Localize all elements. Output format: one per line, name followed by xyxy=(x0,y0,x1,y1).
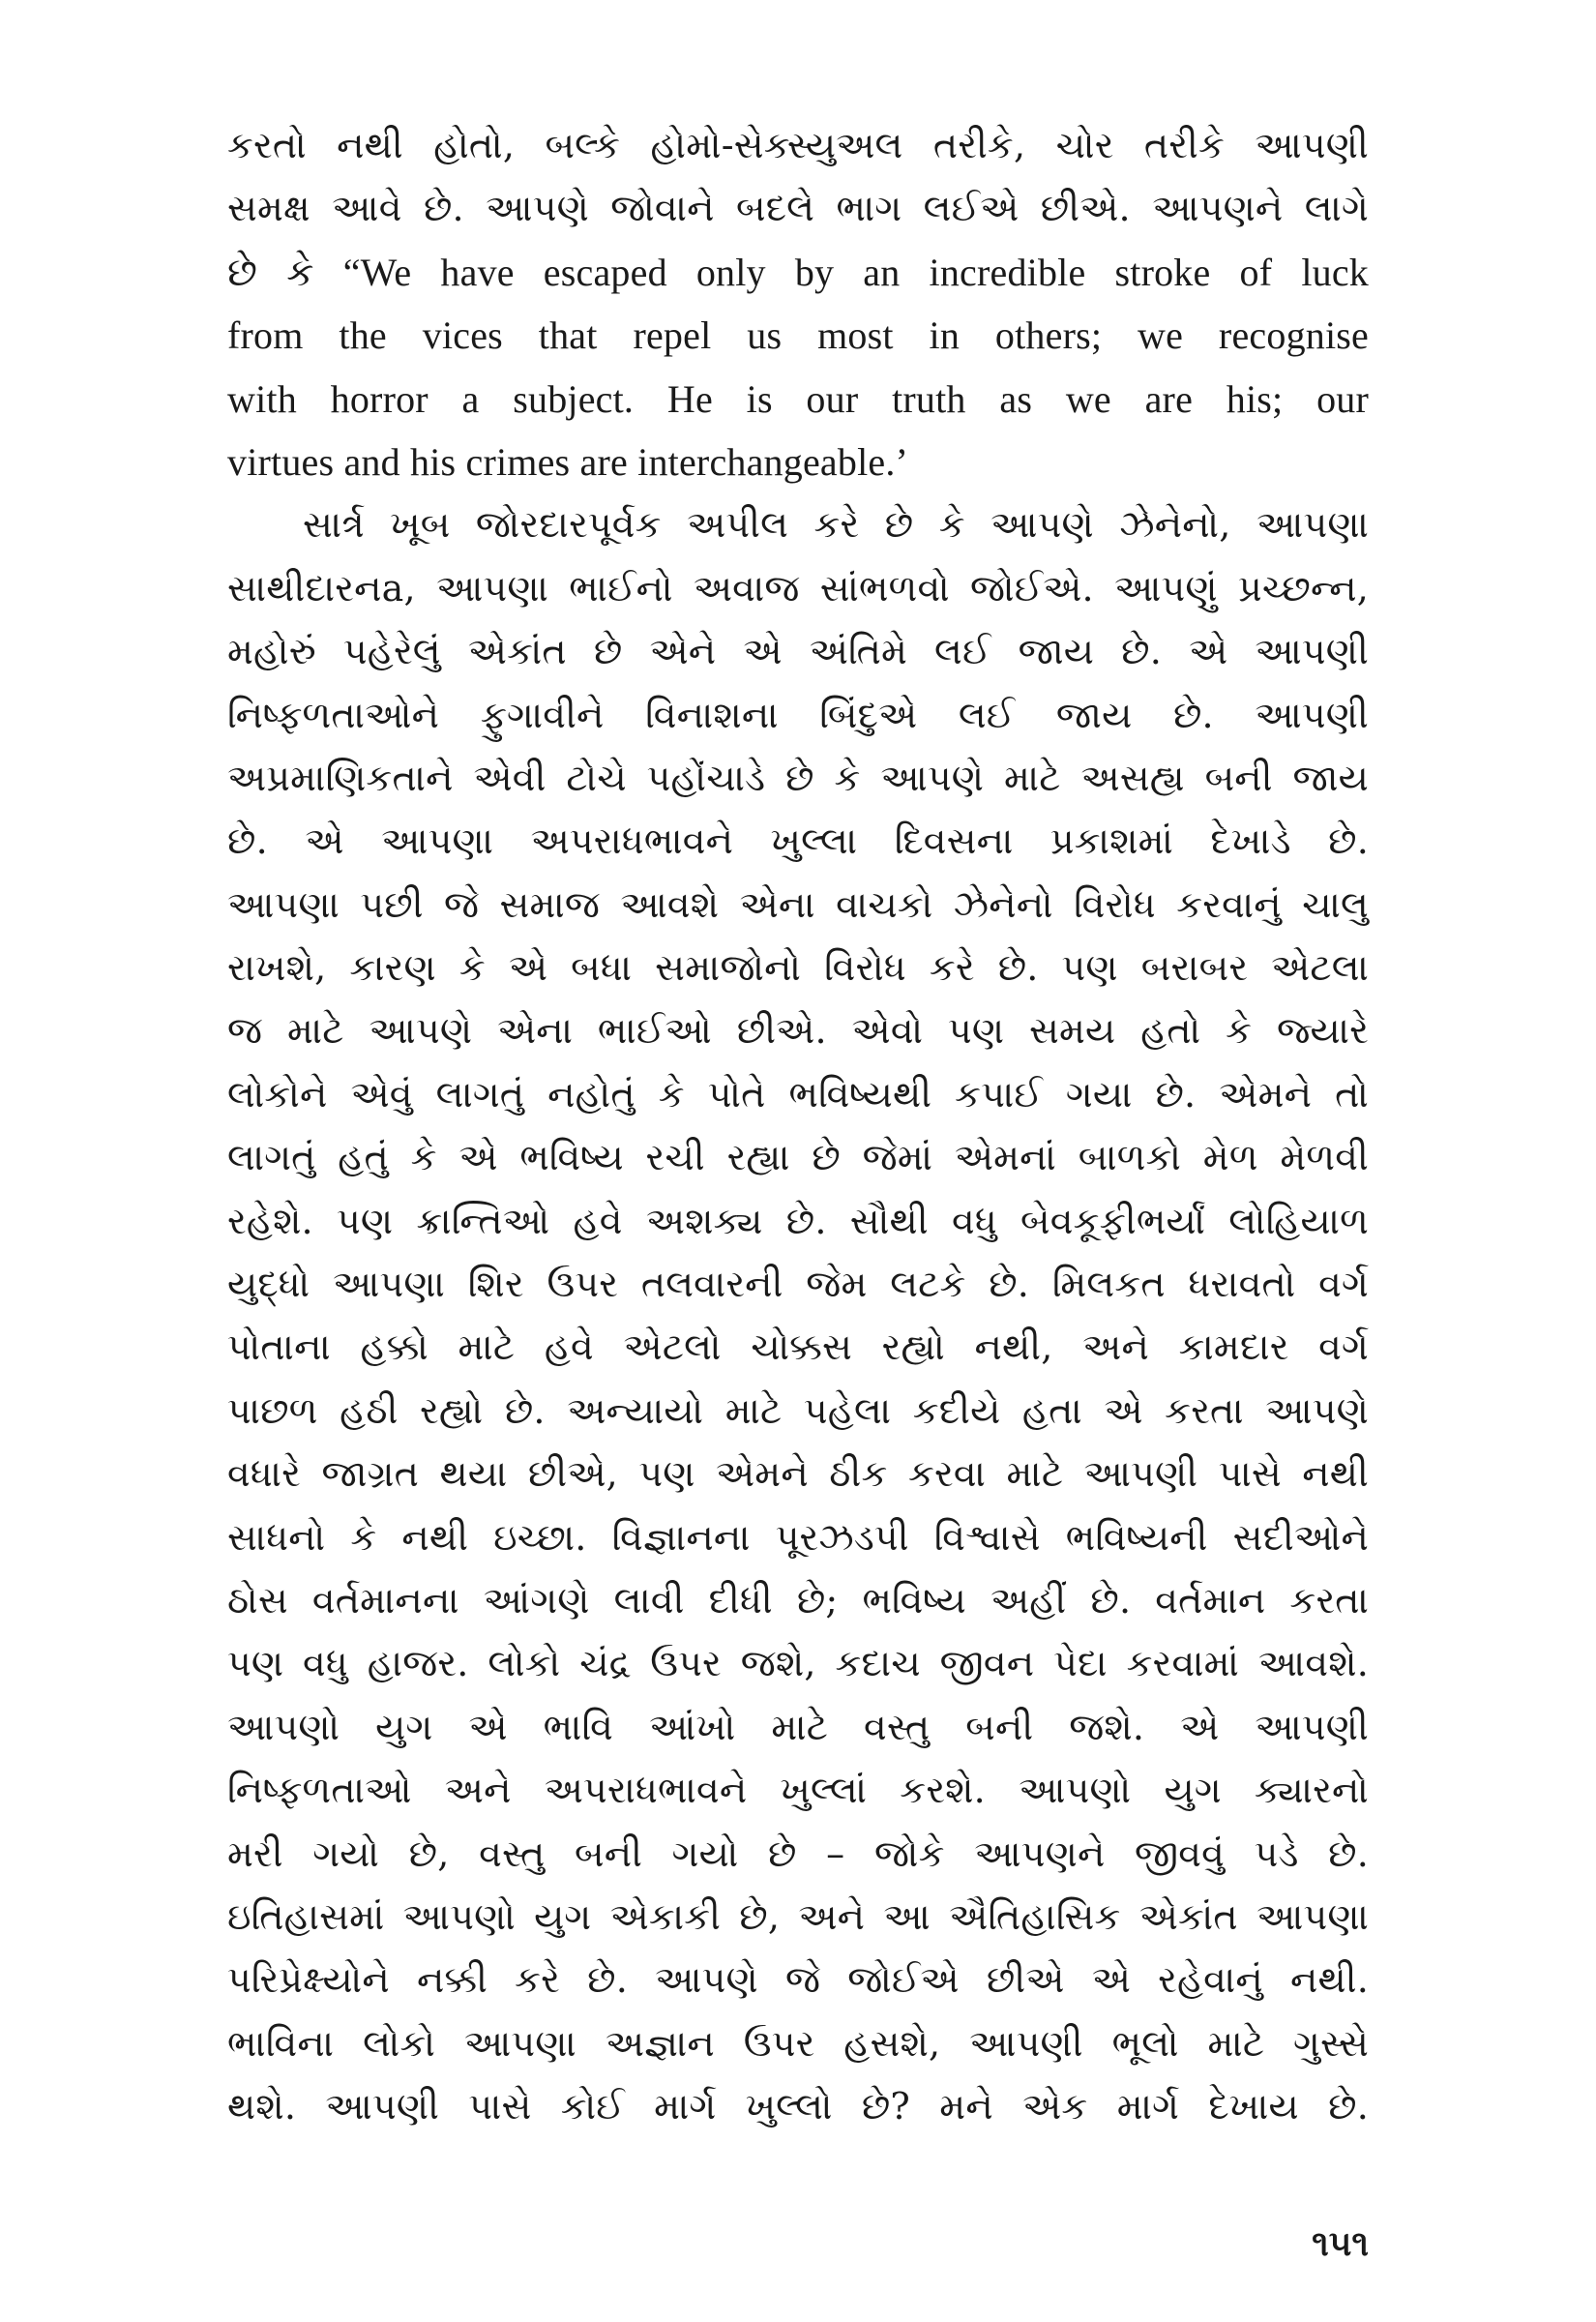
text-line: સાર્ત્ર ખૂબ જોરદારપૂર્વક અપીલ કરે છે કે આપણે ઝેનેનો, આપણા xyxy=(303,503,1369,547)
text-line: પણ વધુ હાજર. લોકો ચંદ્ર ઉપર જશે, કદાચ જીવન પેદા કરવામાં આવશે. xyxy=(227,1642,1369,1685)
text-line: વધારે જાગ્રત થયા છીએ, પણ એમને ઠીક કરવા માટે આપણી પાસે નથી xyxy=(227,1452,1369,1496)
text-line: લાગતું હતું કે એ ભવિષ્ય રચી રહ્યા છે જેમાં એમનાં બાળકો મેળ મેળવી xyxy=(227,1136,1369,1179)
text-line: રહેશે. પણ ક્રાન્તિઓ હવે અશક્ય છે. સૌથી વધુ બેવકૂફીભર્યાં લોહિયાળ xyxy=(227,1199,1369,1242)
text-line: પાછળ હઠી રહ્યો છે. અન્યાયો માટે પહેલા કદીયે હતા એ કરતા આપણે xyxy=(227,1388,1369,1432)
text-line: અપ્રમાણિકતાને એવી ટોચે પહોંચાડે છે કે આપણે માટે અસહ્ય બની જાય xyxy=(227,756,1369,799)
text-line: પોતાના હક્કો માટે હવે એટલો ચોક્કસ રહ્યો નથી, અને કામદાર વર્ગ xyxy=(227,1325,1369,1369)
text-line: ભાવિના લોકો આપણા અજ્ઞાન ઉપર હસશે, આપણી ભૂલો માટે ગુસ્સે xyxy=(227,2021,1369,2065)
text-line: છે કે “We have escaped only by an incredible stroke of luck xyxy=(227,250,1369,294)
text-line: મહોરું પહેરેલું એકાંત છે એને એ અંતિમે લઈ જાય છે. એ આપણી xyxy=(227,630,1369,673)
text-line: ઠોસ વર્તમાનના આંગણે લાવી દીધી છે; ભવિષ્ય અહીં છે. વર્તમાન કરતા xyxy=(227,1578,1369,1622)
paragraph-2 xyxy=(227,493,1369,2138)
text-line: આપણો યુગ એ ભાવિ આંખો માટે વસ્તુ બની જશે. એ આપણી xyxy=(227,1705,1369,1748)
text-line: virtues and his crimes are interchangeable.’ xyxy=(227,439,909,484)
text-line: થશે. આપણી પાસે કોઈ માર્ગ ખુલ્લો છે? મને એક માર્ગ દેખાય છે. xyxy=(227,2085,1369,2128)
page-number: ૧૫૧ xyxy=(1312,2223,1369,2264)
text-line: કરતો નથી હોતો, બલ્કે હોમો-સેક્સ્યુઅલ તરીકે, ચોર તરીકે આપણી xyxy=(227,124,1369,166)
text-line: જ માટે આપણે એના ભાઈઓ છીએ. એવો પણ સમય હતો કે જ્યારે xyxy=(227,1009,1369,1053)
text-line: સાધનો કે નથી ઇચ્છા. વિજ્ઞાનના પૂરઝડપી વિશ્વાસે ભવિષ્યની સદીઓને xyxy=(227,1515,1369,1559)
text-line: રાખશે, કારણ કે એ બધા સમાજોનો વિરોધ કરે છે. પણ બરાબર એટલા xyxy=(227,946,1369,990)
text-line: આપણા પછી જે સમાજ આવશે એના વાચકો ઝેનેનો વિરોધ કરવાનું ચાલુ xyxy=(227,882,1369,926)
text-line: યુદ્ધો આપણા શિર ઉપર તલવારની જેમ લટકે છે. મિલકત ધરાવતો વર્ગ xyxy=(227,1263,1369,1306)
text-line: લોકોને એવું લાગતું નહોતું કે પોતે ભવિષ્યથી કપાઈ ગયા છે. એમને તો xyxy=(227,1072,1369,1116)
text-line: from the vices that repel us most in others; we recognise xyxy=(227,313,1369,358)
text-line: મરી ગયો છે, વસ્તુ બની ગયો છે – જોકે આપણને જીવવું પડે છે. xyxy=(227,1831,1369,1875)
text-line: નિષ્ફળતાઓને ફુગાવીને વિનાશના બિંદુએ લઈ જાય છે. આપણી xyxy=(227,693,1369,736)
paragraph-1 xyxy=(227,114,1369,493)
text-line: છે. એ આપણા અપરાધભાવને ખુલ્લા દિવસના પ્રકાશમાં દેખાડે છે. xyxy=(227,819,1369,863)
text-line: with horror a subject. He is our truth as we are his; our xyxy=(227,376,1369,421)
text-line: પરિપ્રેક્ષ્યોને નક્કી કરે છે. આપણે જે જોઈએ છીએ એ રહેવાનું નથી. xyxy=(227,1958,1369,2002)
text-line: સમક્ષ આવે છે. આપણે જોવાને બદલે ભાગ લઈએ છીએ. આપણને લાગે xyxy=(227,187,1369,230)
text-line: ઇતિહાસમાં આપણો યુગ એકાકી છે, અને આ ઐતિહાસિક એકાંત આપણા xyxy=(227,1894,1369,1938)
text-line: સાથીદારનa, આપણા ભાઈનો અવાજ સાંભળવો જોઈએ. આપણું પ્રચ્છન્ન, xyxy=(227,566,1369,610)
text-line: નિષ્ફળતાઓ અને અપરાધભાવને ખુલ્લાં કરશે. આપણો યુગ ક્યારનો xyxy=(227,1769,1369,1812)
page-body xyxy=(227,114,1369,2139)
